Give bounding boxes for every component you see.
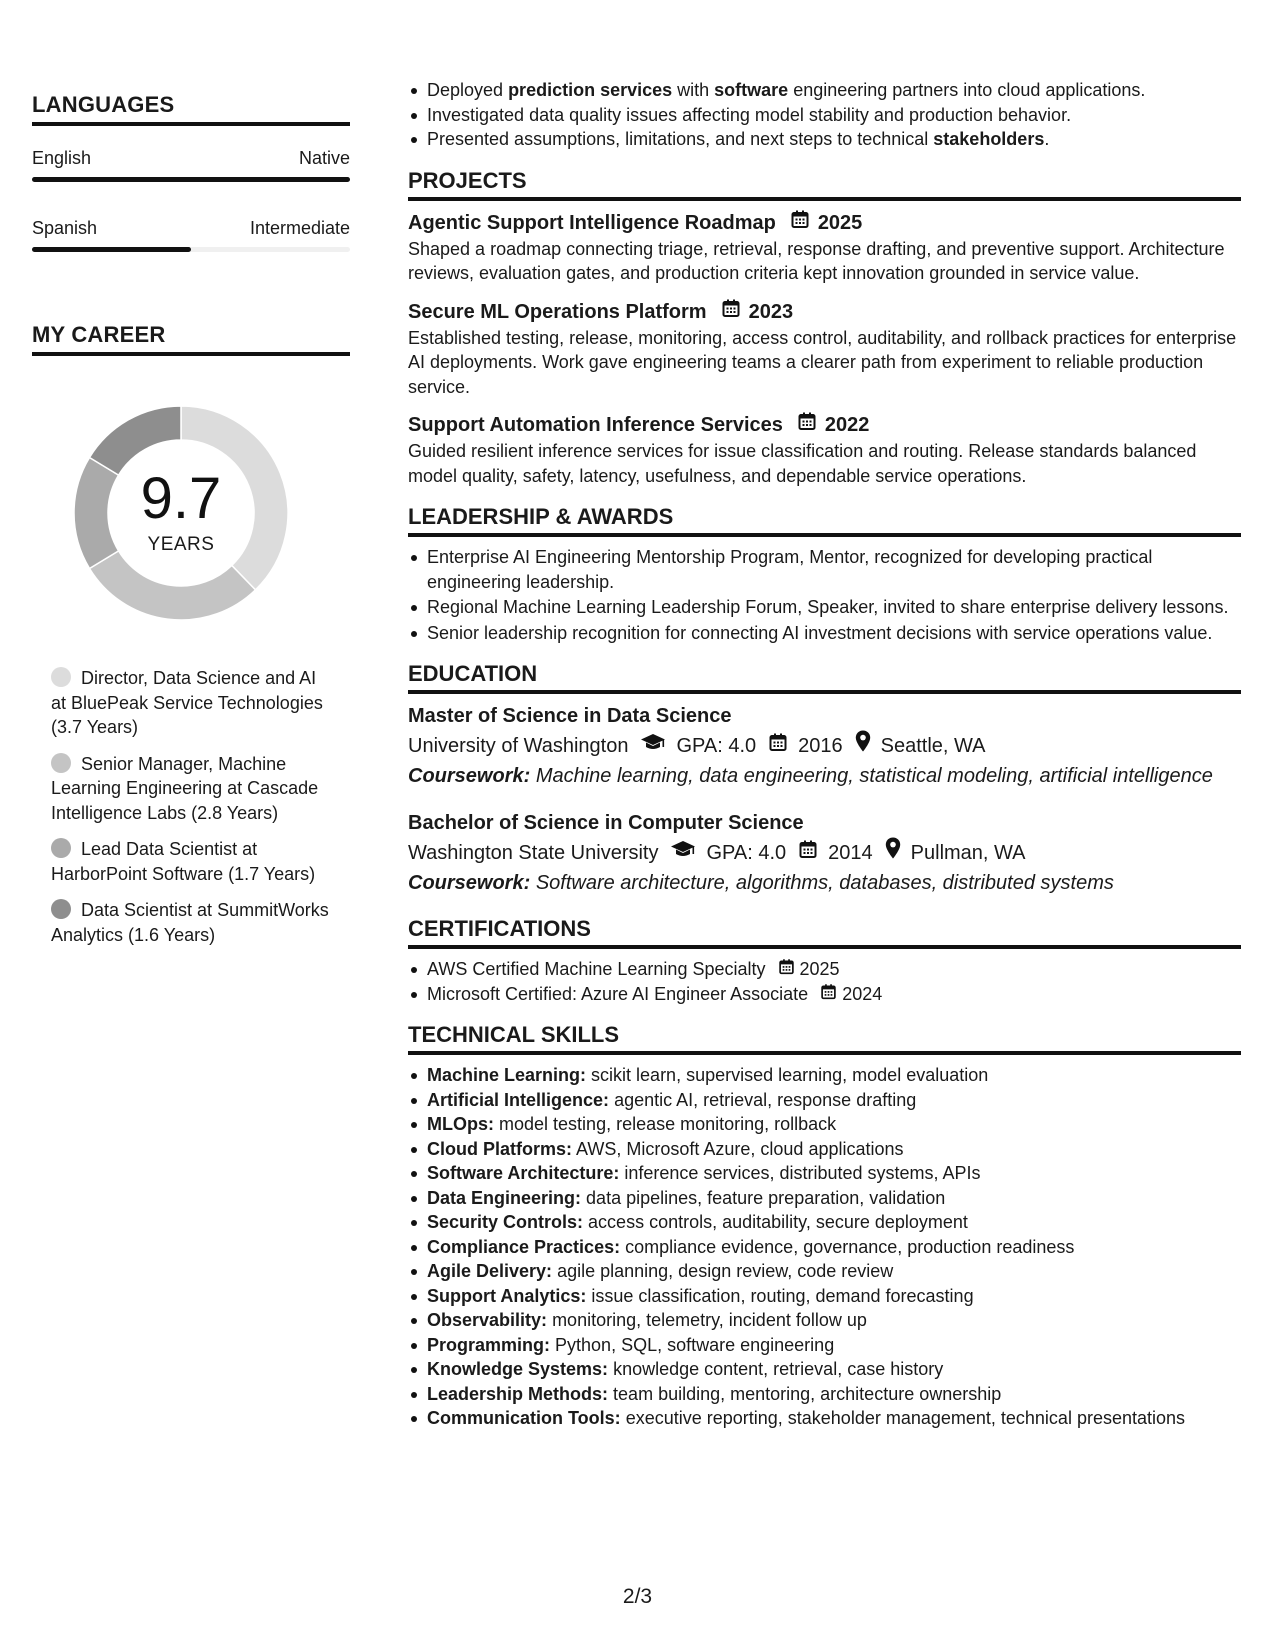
project-description: Shaped a roadmap connecting triage, retrieval, response drafting, and preventive support. Architecture reviews, evaluation gates, and production criteria kept innovation grounded in service value. [408,238,1225,283]
education-item [408,809,1241,898]
language-item [32,148,350,182]
languages-heading: LANGUAGES [32,92,350,126]
graduation-cap-icon [640,731,666,761]
skill-values: agile planning, design review, code review [557,1261,894,1281]
skill-category: Cloud Platforms: [427,1138,573,1159]
right-column [408,78,1241,1431]
project-name: Agentic Support Intelligence Roadmap [408,211,776,234]
experience-bullet: Presented assumptions, limitations, and next steps to technical stakeholders. [408,127,1241,152]
skill-values: executive reporting, stakeholder management, technical presentations [625,1408,1186,1428]
calendar-icon [797,411,817,439]
experience-bullet: Deployed prediction services with software engineering partners into cloud applications. [408,78,1241,103]
language-level: Intermediate [249,218,350,238]
skill-item [408,1210,1241,1235]
skill-category: Compliance Practices: [427,1236,621,1257]
education-gpa: GPA: 4.0 [706,841,787,864]
career-heading: MY CAREER [32,322,350,356]
leadership-item: Enterprise AI Engineering Mentorship Program, Mentor, recognized for developing practical engineering leadership. [408,545,1241,594]
language-name: English [32,148,92,168]
project-description: Established testing, release, monitoring, access control, auditability, and rollback practices for enterprise AI deployments. Work gave engineering teams a clearer path from experiment to reliable production service. [408,327,1237,397]
page-number: 2/3 [622,1585,653,1608]
donut-center [66,398,296,628]
education-heading: EDUCATION [408,661,1241,694]
skill-item [408,1112,1241,1137]
skill-values: agentic AI, retrieval, response drafting [614,1089,917,1110]
project-item [408,209,1241,286]
skills-list [408,1063,1241,1431]
skill-item [408,1259,1241,1284]
experience-bullets [408,78,1241,152]
education-school: Washington State University [408,841,659,864]
language-level-bar [32,247,350,252]
leadership-list [408,545,1241,645]
language-list [32,148,350,252]
skill-item [408,1088,1241,1113]
career-legend-item [51,837,331,886]
skill-values: scikit learn, supervised learning, model evaluation [591,1065,989,1085]
language-level-fill [32,247,191,252]
coursework-text: Software architecture, algorithms, databases, distributed systems [535,872,1114,894]
skill-item [408,1235,1241,1260]
skill-category: Communication Tools: [427,1408,621,1428]
education-coursework [408,761,1241,791]
calendar-icon [790,209,810,237]
graduation-cap-icon [670,838,696,868]
legend-dot [51,753,71,773]
project-year: 2023 [748,300,794,323]
legend-dot [51,899,71,919]
leadership-item: Senior leadership recognition for connecting AI investment decisions with service operations value. [408,621,1241,646]
project-list [408,209,1241,489]
skill-values: compliance evidence, governance, production readiness [625,1236,1075,1257]
legend-dot [51,838,71,858]
project-item [408,411,1241,488]
skill-values: access controls, auditability, secure deployment [588,1212,968,1232]
leadership-item: Regional Machine Learning Leadership Forum, Speaker, invited to share enterprise delivery lessons. [408,595,1241,620]
leadership-heading: LEADERSHIP & AWARDS [408,504,1241,537]
education-year: 2016 [798,734,843,757]
skill-values: data pipelines, feature preparation, validation [586,1187,946,1208]
certifications-heading: CERTIFICATIONS [408,916,1241,949]
skill-values: AWS, Microsoft Azure, cloud applications [576,1138,904,1159]
skill-category: Artificial Intelligence: [427,1089,610,1110]
education-coursework [408,868,1241,898]
calendar-icon [798,838,818,868]
skill-item [408,1063,1241,1088]
skill-category: Support Analytics: [427,1285,587,1306]
skill-category: Security Controls: [427,1212,584,1232]
language-level-bar [32,177,350,182]
education-list [408,702,1241,898]
education-school: University of Washington [408,734,629,757]
education-degree: Master of Science in Data Science [408,705,732,727]
skill-values: monitoring, telemetry, incident follow up [552,1310,867,1330]
skill-item [408,1406,1241,1431]
language-level-fill [32,177,350,182]
skill-category: Knowledge Systems: [427,1359,609,1379]
left-column [32,92,350,959]
certification-year: 2025 [799,959,840,979]
skill-category: Software Architecture: [427,1163,620,1183]
career-legend [51,666,331,947]
education-location: Pullman, WA [910,841,1026,864]
skill-item [408,1357,1241,1382]
career-legend-item [51,666,331,740]
coursework-label: Coursework: [408,765,531,787]
career-total-unit: YEARS [147,534,215,555]
skill-values: Python, SQL, software engineering [555,1334,835,1355]
skill-values: inference services, distributed systems, APIs [624,1163,981,1183]
education-degree: Bachelor of Science in Computer Science [408,812,804,834]
project-item [408,298,1241,400]
skill-item [408,1284,1241,1309]
education-gpa: GPA: 4.0 [676,734,757,757]
skill-item [408,1333,1241,1358]
skill-values: model testing, release monitoring, rollback [499,1114,837,1134]
career-legend-item [51,752,331,826]
skill-category: Observability: [427,1310,548,1330]
career-donut-chart [66,398,296,628]
map-pin-icon [885,837,901,868]
skill-category: Data Engineering: [427,1187,582,1208]
project-description: Guided resilient inference services for issue classification and routing. Release standards balanced model quality, safety, latency, usefulness, and dependable service operations. [408,441,1197,486]
skill-category: Machine Learning: [427,1065,587,1085]
projects-heading: PROJECTS [408,168,1241,201]
skill-category: Programming: [427,1334,551,1355]
project-year: 2025 [817,211,863,234]
skill-category: MLOps: [427,1114,494,1134]
calendar-icon [820,982,837,1007]
education-location: Seattle, WA [880,734,986,757]
skill-category: Leadership Methods: [427,1383,609,1404]
certification-item [408,957,1241,982]
language-name: Spanish [32,218,98,238]
project-name: Support Automation Inference Services [408,414,783,436]
career-total-years: 9.7 [140,466,222,531]
education-item [408,702,1241,791]
language-item [32,218,350,252]
project-name: Secure ML Operations Platform [408,300,707,323]
skill-item [408,1137,1241,1162]
skill-values: team building, mentoring, architecture ownership [613,1383,1002,1404]
certification-item [408,982,1241,1007]
legend-dot [51,667,71,687]
calendar-icon [778,957,795,982]
legend-label: Senior Manager, Machine Learning Engineering at Cascade Intelligence Labs (2.8 Years) [51,753,319,823]
skill-item [408,1382,1241,1407]
education-year: 2014 [828,841,873,864]
certification-name: AWS Certified Machine Learning Specialty [427,959,766,979]
certification-name: Microsoft Certified: Azure AI Engineer Associate [427,983,809,1004]
calendar-icon [721,298,741,326]
certification-year: 2024 [842,983,883,1004]
skill-category: Agile Delivery: [427,1261,553,1281]
skill-values: issue classification, routing, demand forecasting [591,1285,974,1306]
legend-label: Data Scientist at SummitWorks Analytics (1.6 Years) [51,900,329,945]
skill-values: knowledge content, retrieval, case history [613,1359,944,1379]
legend-label: Lead Data Scientist at HarborPoint Software (1.7 Years) [51,839,316,884]
experience-bullet: Investigated data quality issues affecting model stability and production behavior. [408,103,1241,128]
coursework-text: Machine learning, data engineering, statistical modeling, artificial intelligence [535,765,1213,787]
skill-item [408,1186,1241,1211]
coursework-label: Coursework: [408,872,531,894]
language-level: Native [298,148,350,168]
calendar-icon [768,731,788,761]
map-pin-icon [855,730,871,761]
project-year: 2022 [824,414,870,436]
legend-label: Director, Data Science and AI at BluePeak Service Technologies (3.7 Years) [51,668,323,737]
certification-list [408,957,1241,1006]
skill-item [408,1161,1241,1186]
skills-heading: TECHNICAL SKILLS [408,1022,1241,1055]
skill-item [408,1308,1241,1333]
career-legend-item [51,898,331,947]
